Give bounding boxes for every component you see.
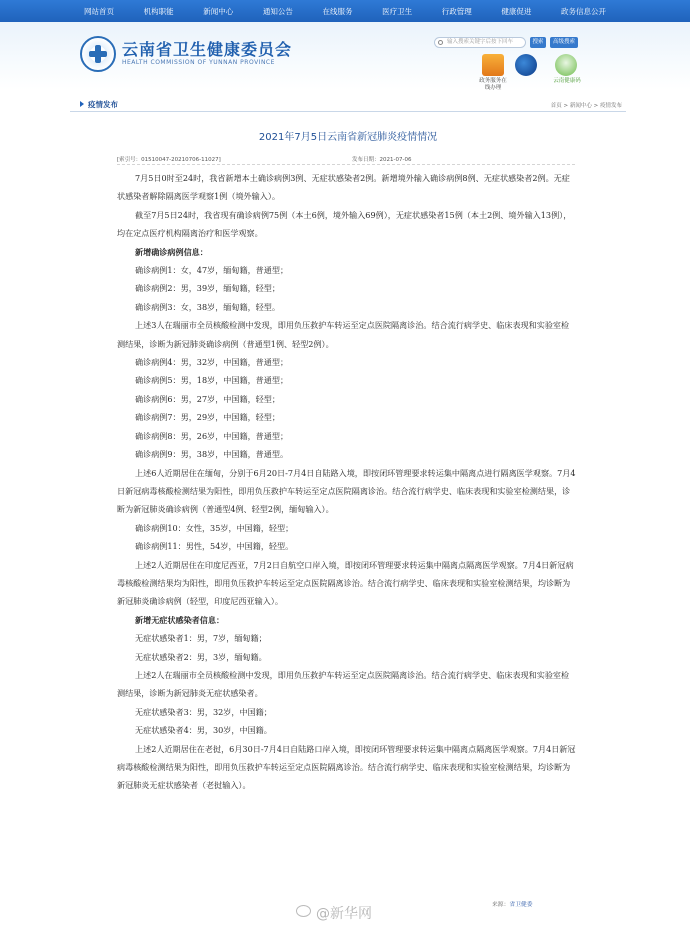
section-heading: 新增确诊病例信息： [135,246,208,257]
nav-item[interactable]: 政务信息公开 [561,6,606,16]
article-paragraph: 7月5日0时至24时，我省新增本土确诊病例3例、无症状感染者2例。新增境外输入确诊病例8例、无症状感染者2例。无症状感染者解除隔离医学观察1例（境外输入）。 [117,173,570,202]
online-service-icon[interactable] [482,54,504,76]
article-paragraph: 上述6人近期居住在缅甸，分别于6月20日-7月4日自陆路入境，即按闭环管理要求转运集中隔离点进行隔离医学观察。7月4日新冠病毒核酸检测结果为阳性，即用负压救护车转运至定点医院隔离诊治。结合流行病学史、临床表现和实验室检测结果，诊断为新冠肺炎确诊病例（普通型4例、轻型2例，缅甸输入）。 [117,467,576,515]
site-header [0,22,690,90]
nav-item[interactable]: 健康促进 [501,6,532,16]
section-title: 疫情发布 [88,100,118,109]
article-body [117,169,577,795]
search-button[interactable]: 搜索 [530,37,546,48]
site-title[interactable]: 云南省卫生健康委员会 [122,40,293,59]
breadcrumb-bar [70,98,626,112]
top-navigation [0,0,690,22]
case-item: 无症状感染者4：男，30岁，中国籍。 [135,725,272,736]
nav-item[interactable]: 行政管理 [441,6,472,16]
nav-item[interactable]: 新闻中心 [203,6,234,16]
nav-item[interactable]: 通知公告 [262,6,293,16]
source-label: 来源： [492,902,510,908]
case-item: 无症状感染者3：男，32岁，中国籍； [135,706,272,717]
case-item: 确诊病例1：女，47岁，缅甸籍，普通型； [135,265,289,276]
case-item: 确诊病例2：男，39岁，缅甸籍，轻型； [135,283,280,294]
article-title: 2021年7月5日云南省新冠肺炎疫情情况 [258,132,438,143]
top-nav-items [80,0,610,22]
article-paragraph: 上述2人在瑞丽市全员核酸检测中发现，即用负压救护车转运至定点医院隔离诊治。结合流行病学史、临床表现和实验室检测结果，诊断为新冠肺炎无症状感染者。 [117,669,570,699]
index-number: [索引号：01510047-20210706-11027] [117,157,221,163]
case-item: 确诊病例3：女，38岁，缅甸籍，轻型。 [135,301,280,312]
site-subtitle: HEALTH COMMISSION OF YUNNAN PROVINCE [122,59,275,66]
article-paragraph: 截至7月5日24时，我省现有确诊病例75例（本土6例，境外输入69例），无症状感染者15例（本土2例、境外输入13例），均在定点医疗机构隔离治疗和医学观察。 [117,209,572,239]
publish-date: 发布日期：2021-07-06 [352,157,412,163]
case-item: 确诊病例4：男，32岁，中国籍，普通型； [135,357,289,368]
weibo-watermark-icon [296,905,311,917]
case-item: 确诊病例10：女性，35岁，中国籍，轻型； [135,522,294,533]
nav-item[interactable]: 在线服务 [322,6,353,16]
case-item: 确诊病例5：男，18岁，中国籍，普通型； [135,375,289,386]
watermark: @新华网 [316,906,372,922]
search-input[interactable] [434,37,526,48]
case-item: 确诊病例11：男性，54岁，中国籍，轻型。 [135,541,294,552]
section-arrow-icon [80,101,84,107]
article-paragraph: 上述2人近期居住在老挝，6月30日-7月4日自陆路口岸入境，即按闭环管理要求转运集中隔离点隔离医学观察。7月4日新冠病毒核酸检测结果为阳性，即用负压救护车转运至定点医院隔离诊治。结合流行病学史、临床表现和实验室检测结果，均诊断为新冠肺炎无症状感染者（老挝输入）。 [117,743,576,791]
case-item: 无症状感染者2：男，3岁，缅甸籍。 [135,651,267,662]
health-code-label[interactable]: 云南健康码 [553,78,581,84]
search-placeholder: 输入搜索关键字后按下回车 [447,39,514,45]
case-item: 无症状感染者1：男，7岁，缅甸籍； [135,633,267,644]
online-service-label[interactable]: 政务服务在线办理 [479,78,507,91]
advanced-search-button[interactable]: 高级搜索 [550,37,578,48]
case-item: 确诊病例6：男，27岁，中国籍，轻型； [135,393,280,404]
nav-item[interactable]: 网站首页 [84,6,114,16]
nav-item[interactable]: 机构职能 [143,6,174,16]
commission-logo-icon[interactable] [80,36,116,72]
case-item: 确诊病例8：男，26岁，中国籍，普通型； [135,430,289,441]
breadcrumb[interactable]: 首页 > 新闻中心 > 疫情发布 [550,103,622,109]
nav-item[interactable]: 医疗卫生 [382,6,413,16]
article-paragraph: 上述3人在瑞丽市全员核酸检测中发现，即用负压救护车转运至定点医院隔离诊治。结合流行病学史、临床表现和实验室检测结果，诊断为新冠肺炎确诊病例（普通型1例、轻型2例）。 [117,320,570,349]
search-icon [438,40,443,45]
health-code-icon[interactable] [555,54,577,76]
case-item: 确诊病例9：男，38岁，中国籍，普通型。 [135,449,289,460]
section-heading: 新增无症状感染者信息： [135,614,225,625]
meta-divider [117,164,575,165]
article-paragraph: 上述2人近期居住在印度尼西亚，7月2日自航空口岸入境，即按闭环管理要求转运集中隔离点隔离医学观察。7月4日新冠病毒核酸检测结果均为阳性，即用负压救护车转运至定点医院隔离诊治。结合流行病学史、临床表现和实验室检测结果，均诊断为新冠肺炎确诊病例（轻型，印度尼西亚输入）。 [117,559,574,607]
article-source [492,899,533,908]
source-value[interactable]: 省卫健委 [509,902,533,908]
case-item: 确诊病例7：男，29岁，中国籍，轻型； [135,412,280,423]
emblem-link-icon[interactable] [515,54,537,76]
